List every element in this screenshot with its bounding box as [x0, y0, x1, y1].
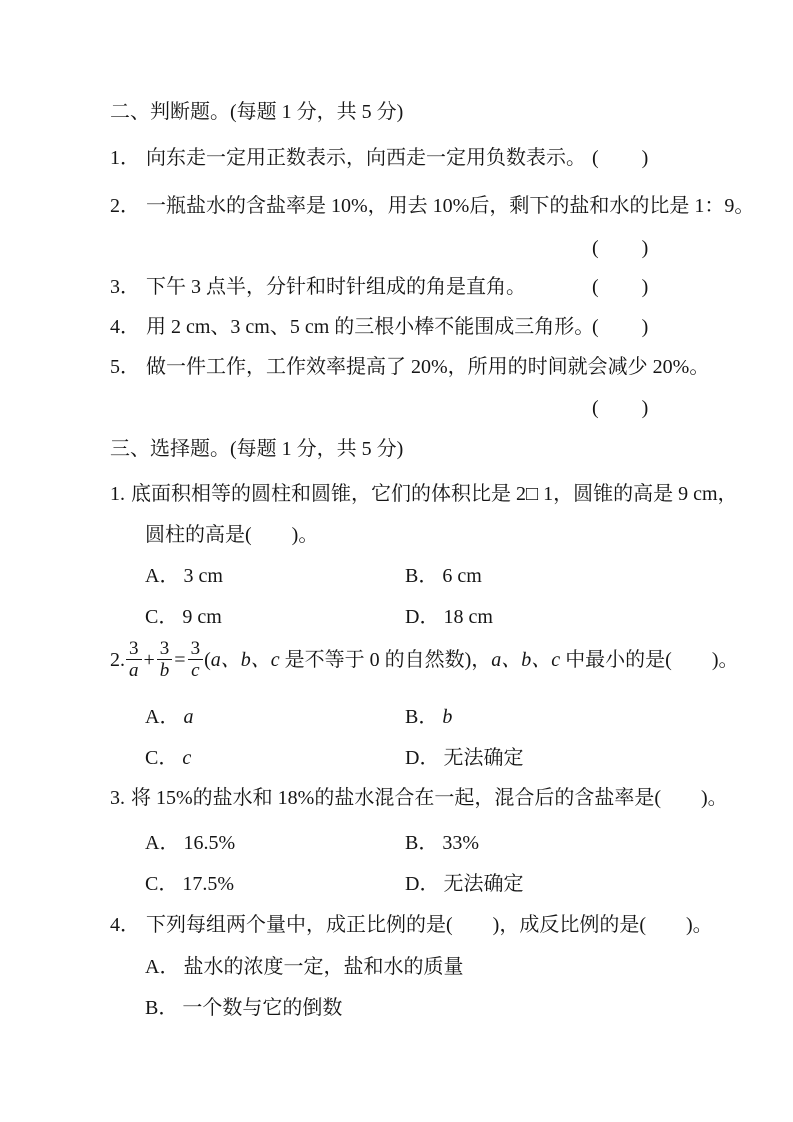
question-number: 4． — [110, 316, 140, 338]
option-b — [145, 994, 763, 1022]
judge-question-2 — [110, 192, 763, 220]
choice-question-4-options — [110, 953, 763, 1022]
option-text: 18 cm — [443, 606, 493, 628]
option-c — [145, 744, 405, 772]
question-text: 下午 3 点半，分针和时针组成的角是直角。 — [146, 276, 526, 298]
equals-operator: = — [174, 648, 186, 671]
fraction-3-over-c — [188, 638, 204, 681]
option-d — [405, 744, 763, 772]
option-label: A． — [145, 956, 180, 978]
choice-question-1-line1 — [110, 480, 763, 508]
option-text: 17.5% — [182, 873, 235, 895]
choice-question-3-options — [110, 829, 763, 898]
question-number: 1． — [110, 147, 140, 169]
option-text: 6 cm — [442, 565, 482, 587]
choice-question-1-options — [110, 562, 763, 631]
option-label: C． — [145, 873, 179, 895]
option-c — [145, 603, 405, 631]
judge-question-5 — [110, 353, 763, 381]
option-text: 9 cm — [182, 606, 222, 628]
option-text: 一个数与它的倒数 — [182, 997, 343, 1019]
option-label: D． — [405, 873, 440, 895]
judge-question-2-bracket-line — [110, 234, 763, 262]
section-judge-title: 二、判断题。(每题 1 分，共 5 分) — [110, 101, 404, 123]
option-c — [145, 870, 405, 898]
judge-question-3 — [110, 273, 763, 301]
answer-bracket: ( ) — [592, 276, 650, 298]
answer-bracket: ( ) — [592, 397, 650, 419]
choice-question-2-options — [110, 703, 763, 772]
fraction-denominator: a — [129, 660, 139, 681]
question-number: 3． — [110, 276, 140, 298]
option-d — [405, 603, 763, 631]
question-number: 3. — [110, 787, 125, 809]
choice-question-1-line2: 圆柱的高是( )。 — [145, 524, 319, 546]
question-number: 5． — [110, 356, 140, 378]
option-text: 16.5% — [183, 832, 236, 854]
option-label: B． — [405, 565, 439, 587]
option-label: D． — [405, 606, 440, 628]
question-text: 一瓶盐水的含盐率是 10%，用去 10%后，剩下的盐和水的比是 1：9。 — [146, 195, 755, 217]
option-text: 盐水的浓度一定，盐和水的质量 — [183, 956, 464, 978]
option-text: c — [182, 747, 192, 769]
question-text: 将 15%的盐水和 18%的盐水混合在一起，混合后的含盐率是( )。 — [131, 787, 728, 809]
choice-question-2-stem — [110, 638, 763, 681]
fraction-numerator: 3 — [157, 638, 173, 660]
option-b — [405, 829, 763, 857]
answer-bracket: ( ) — [592, 316, 650, 338]
option-d — [405, 870, 763, 898]
question-text: 向东走一定用正数表示，向西走一定用负数表示。 — [146, 147, 586, 169]
question-text: 做一件工作，工作效率提高了 20%，所用的时间就会减少 20%。 — [146, 356, 710, 378]
answer-bracket: ( ) — [592, 237, 650, 259]
judge-question-1 — [110, 144, 763, 172]
option-text: 33% — [442, 832, 480, 854]
fraction-3-over-a — [126, 638, 142, 681]
fraction-numerator: 3 — [126, 638, 142, 660]
question-number: 2. — [110, 648, 125, 671]
option-a — [145, 703, 405, 731]
plus-operator: + — [143, 648, 155, 671]
choice-question-4-stem — [110, 911, 763, 939]
text-segment: ( — [204, 648, 211, 671]
option-label: A． — [145, 565, 180, 587]
answer-bracket: ( ) — [592, 147, 650, 169]
question-text — [204, 646, 738, 674]
option-label: B． — [145, 997, 179, 1019]
option-label: D． — [405, 747, 440, 769]
judge-question-4 — [110, 313, 763, 341]
section-choice-title: 三、选择题。(每题 1 分，共 5 分) — [110, 438, 404, 460]
fraction-denominator: c — [191, 660, 200, 681]
option-text: b — [442, 706, 453, 728]
option-b — [405, 703, 763, 731]
fraction-denominator: b — [159, 660, 170, 681]
question-text: 底面积相等的圆柱和圆锥，它们的体积比是 2□ 1，圆锥的高是 9 cm， — [131, 483, 738, 505]
option-a — [145, 562, 405, 590]
option-a — [145, 829, 405, 857]
judge-question-5-bracket-line — [110, 394, 763, 422]
choice-question-3-stem — [110, 784, 763, 812]
question-number: 4． — [110, 914, 140, 936]
option-label: B． — [405, 832, 439, 854]
variable-list: a、b、c — [491, 648, 561, 671]
option-label: A． — [145, 706, 180, 728]
option-label: C． — [145, 747, 179, 769]
question-text: 下列每组两个量中，成正比例的是( )，成反比例的是( )。 — [146, 914, 713, 936]
option-a — [145, 953, 763, 981]
option-text: 无法确定 — [443, 873, 524, 895]
question-number: 1. — [110, 483, 125, 505]
fraction-numerator: 3 — [188, 638, 204, 660]
option-text: a — [183, 706, 194, 728]
option-text: 3 cm — [183, 565, 223, 587]
option-label: C． — [145, 606, 179, 628]
question-number: 2． — [110, 195, 140, 217]
option-label: B． — [405, 706, 439, 728]
text-segment: 是不等于 0 的自然数)， — [279, 648, 492, 671]
text-segment: 中最小的是( )。 — [560, 648, 739, 671]
option-text: 无法确定 — [443, 747, 524, 769]
option-b — [405, 562, 763, 590]
variable-list: a、b、c — [210, 648, 280, 671]
option-label: A． — [145, 832, 180, 854]
fraction-3-over-b — [157, 638, 173, 681]
question-text: 用 2 cm、3 cm、5 cm 的三根小棒不能围成三角形。 — [146, 316, 595, 338]
